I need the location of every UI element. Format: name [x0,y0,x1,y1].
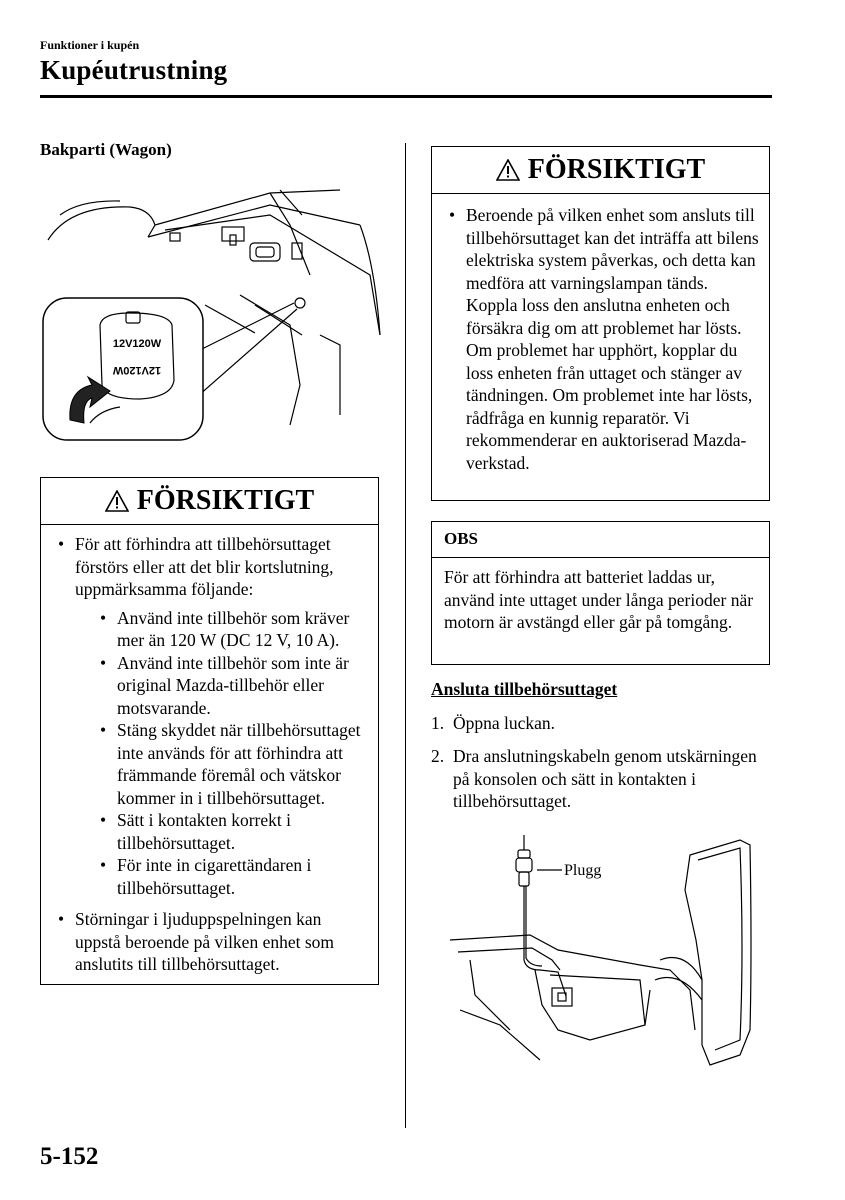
obs-title: OBS [432,522,769,558]
caution-sub-list [75,607,368,900]
page-number: 5-152 [40,1143,99,1170]
caution-box-right [431,146,770,501]
caution-bullet: • Beroende på vilken enhet som ansluts till tillbehörsuttaget kan det inträffa att bilens elektriska system påverkas, och detta kan medföra att varningslampan tänds. Koppla loss den anslutna enheten och försäkra dig om att problemet har lösts. Om problemet har upphört, kopplar du loss enheten från uttaget och stänger av tändningen. Om problemet inte har lösts, rådfråga en kunnig reparatör. Vi rekommenderar en auktoriserad Mazda-verkstad. [442,204,759,474]
step-item: 2. Dra anslutningskabeln genom utskärningen på konsolen och sätt in kontakten i tillbehörsuttaget. [431,746,757,811]
warning-triangle-icon [496,159,520,181]
step-item: 1. Öppna luckan. [431,713,556,733]
caution-bullet: • För att förhindra att tillbehörsuttaget förstörs eller att det blir kortslutning, uppmärksamma följande: • Använd inte tillbehör som kräver mer än 120 W (DC 12 V, 10 A). • Använd inte tillbehör som inte är original Mazda-tillbehör eller motsvarande. • Stäng skyddet när tillbehörsuttaget inte används för att förhindra att främmande föremål och vätskor kommer in i tillbehörsuttaget. • Sätt i kontakten korrekt i tillbehörsuttaget. • För inte in cigarettändaren i tillbehörsuttaget. [51,533,368,899]
caution-title-text: FÖRSIKTIGT [527,154,706,185]
list-item: • Använd inte tillbehör som kräver mer än 120 W (DC 12 V, 10 A). [93,607,368,652]
plug-callout-label: Plugg [564,862,602,879]
page-title: Kupéutrustning [40,55,228,85]
socket-label-top: 12V120W [112,338,162,350]
caution-bullet: • Störningar i ljuduppspelningen kan uppstå beroende på vilken enhet som anslutits till tillbehörsuttaget. [51,908,368,976]
obs-text: För att förhindra att batteriet laddas ur, använd inte uttaget under långa perioder när motorn är avstängd eller går på tomgång. [444,567,754,632]
warning-triangle-icon [105,490,129,512]
caution-box-left [40,477,379,985]
column-divider [405,143,406,1128]
list-item: • Stäng skyddet när tillbehörsuttaget inte används för att förhindra att främmande föremål och vätskor kommer in i tillbehörsuttaget. [93,719,368,809]
caution-title-text: FÖRSIKTIGT [136,485,315,516]
list-item: • För inte in cigarettändaren i tillbehörsuttaget. [93,854,368,899]
rear-cargo-outlet-illustration [40,185,385,445]
socket-label-bottom: 12V120W [112,364,162,376]
list-item: • Sätt i kontakten korrekt i tillbehörsuttaget. [93,809,368,854]
caution-title-right [432,147,769,194]
caution-title-left [41,478,378,525]
title-rule [40,95,772,98]
subheading-wagon: Bakparti (Wagon) [40,140,172,159]
section-label: Funktioner i kupén [40,38,140,52]
connect-heading: Ansluta tillbehörsuttaget [431,679,618,699]
console-plug-illustration [440,830,772,1070]
list-item: • Använd inte tillbehör som inte är original Mazda-tillbehör eller motsvarande. [93,652,368,720]
obs-note-box [431,521,770,665]
